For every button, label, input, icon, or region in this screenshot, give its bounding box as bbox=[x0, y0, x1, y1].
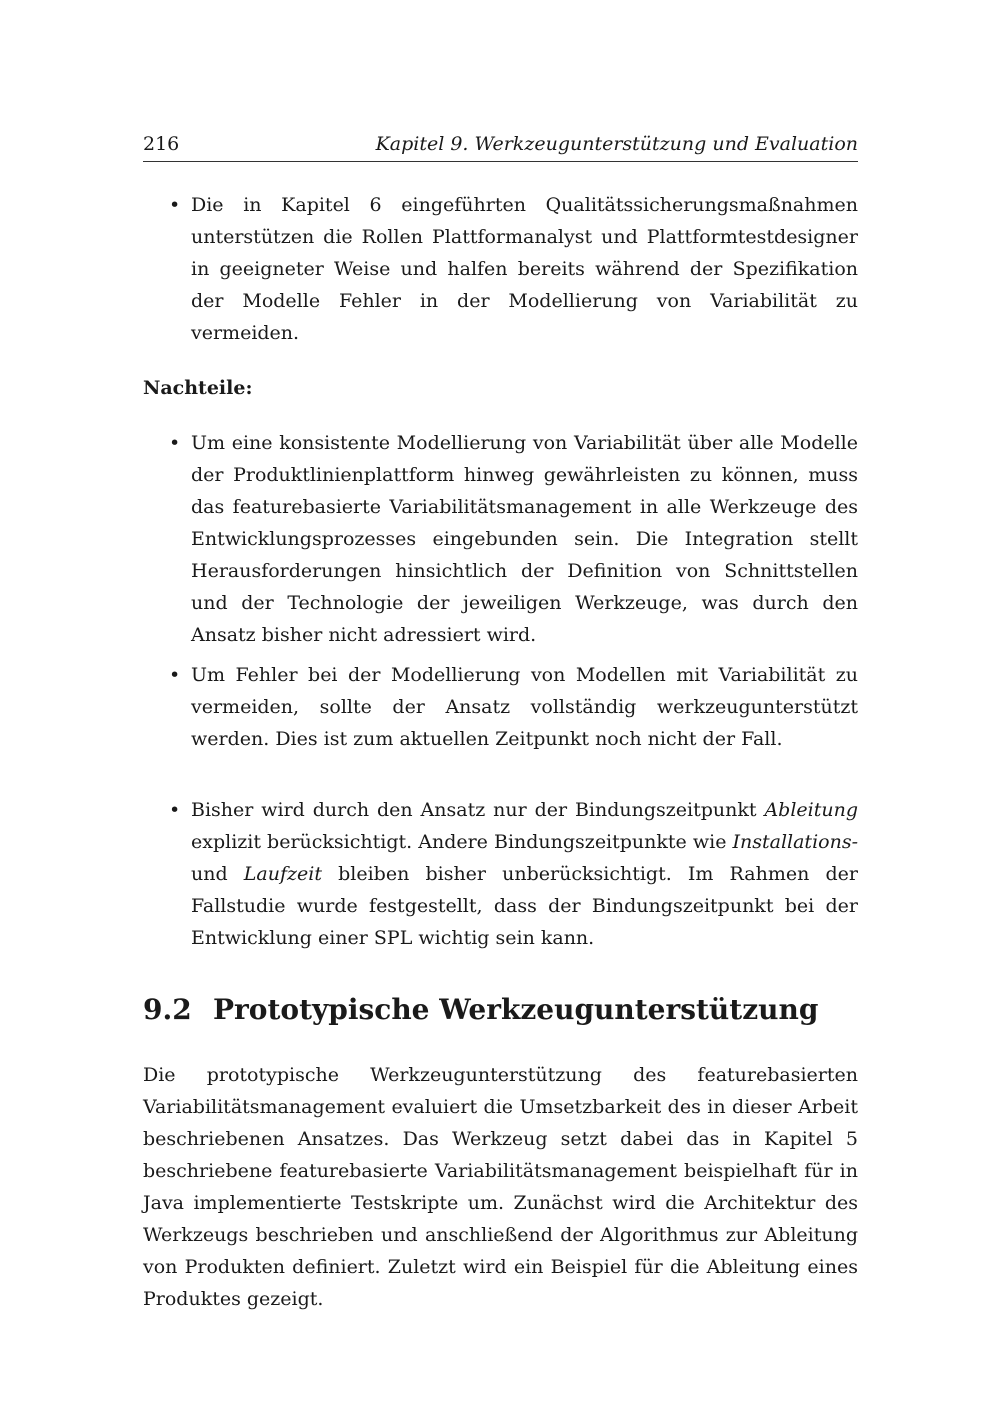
section-number: 9.2 bbox=[143, 993, 192, 1026]
emphasis-term: Installations- bbox=[732, 831, 858, 853]
emphasis-term: Ableitung bbox=[764, 799, 858, 821]
list-item bbox=[143, 659, 858, 755]
bullet-icon: • bbox=[169, 799, 181, 821]
text-segment: und bbox=[191, 863, 244, 885]
emphasis-term: Laufzeit bbox=[243, 863, 322, 885]
text-segment: explizit berücksichtigt. Andere Bindungszeitpunkte wie bbox=[191, 831, 733, 853]
bullet-icon: • bbox=[169, 194, 181, 216]
page-header bbox=[143, 133, 858, 162]
section-heading bbox=[143, 990, 818, 1030]
bullet-icon: • bbox=[169, 664, 181, 686]
text-segment: Bisher wird durch den Ansatz nur der Bindungszeitpunkt bbox=[191, 799, 765, 821]
body-paragraph bbox=[143, 1059, 858, 1315]
list-item-text bbox=[191, 794, 858, 954]
section-title: Prototypische Werkzeugunterstützung bbox=[213, 993, 819, 1026]
list-item bbox=[143, 189, 858, 349]
list-item-text: Um eine konsistente Modellierung von Variabilität über alle Modelle der Produktlinienplattform hinweg gewährleisten zu können, muss das featurebasierte Variabilitätsmanagement in alle Werkzeuge des Entwicklungsprozesses eingebunden sein. Die Integration stellt Herausforderungen hinsichtlich der Definition von Schnittstellen und der Technologie der jeweiligen Werkzeuge, was durch den Ansatz bisher nicht adressiert wird. bbox=[191, 432, 858, 646]
list-item-text: Die in Kapitel 6 eingeführten Qualitätssicherungsmaßnahmen unterstützen die Rollen Plattformanalyst und Plattformtestdesigner in geeigneter Weise und halfen bereits während der Spezifikation der Modelle Fehler in der Modellierung von Variabilität zu vermeiden. bbox=[191, 194, 858, 344]
list-item bbox=[143, 427, 858, 651]
text-segment: bleiben bisher unberücksichtigt. Im Rahmen der Fallstudie wurde festgestellt, dass der Bindungszeitpunkt bei der Entwicklung einer SPL wichtig sein kann. bbox=[191, 863, 858, 949]
paragraph-text: Die prototypische Werkzeugunterstützung des featurebasierten Variabilitätsmanagement evaluiert die Umsetzbarkeit des in dieser Arbeit beschriebenen Ansatzes. Das Werkzeug setzt dabei das in Kapitel 5 beschriebene featurebasierte Variabilitätsmanagement beispielhaft für in Java implementierte Testskripte um. Zunächst wird die Architektur des Werkzeugs beschrieben und anschließend der Algorithmus zur Ableitung von Produkten definiert. Zuletzt wird ein Beispiel für die Ableitung eines Produktes gezeigt. bbox=[143, 1064, 858, 1310]
bullet-icon: • bbox=[169, 432, 181, 454]
list-item-text: Um Fehler bei der Modellierung von Modellen mit Variabilität zu vermeiden, sollte der Ansatz vollständig werkzeugunterstützt werden. Dies ist zum aktuellen Zeitpunkt noch nicht der Fall. bbox=[191, 664, 858, 750]
list-item bbox=[143, 794, 858, 954]
page-number: 216 bbox=[143, 133, 180, 155]
disadvantages-heading: Nachteile: bbox=[143, 377, 253, 399]
running-title: Kapitel 9. Werkzeugunterstützung und Evaluation bbox=[375, 133, 858, 155]
